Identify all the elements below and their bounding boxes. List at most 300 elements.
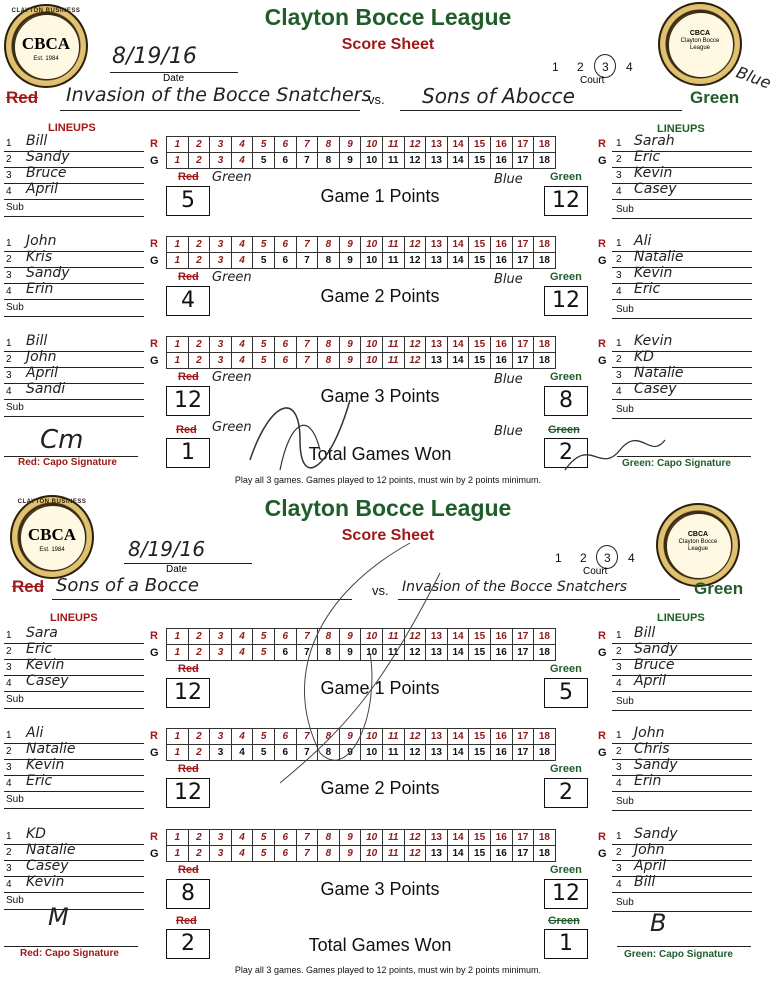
point-cell[interactable]: 2 xyxy=(188,629,210,645)
point-cell[interactable]: 10 xyxy=(361,137,383,153)
point-cell[interactable]: 1 xyxy=(167,645,189,661)
right-player-name: Casey xyxy=(634,181,677,197)
point-cell[interactable]: 13 xyxy=(426,253,448,269)
right-row-number: 3 xyxy=(616,662,622,673)
red-game-score[interactable]: 5 xyxy=(166,186,210,216)
point-cell[interactable]: 18 xyxy=(534,846,556,862)
point-cell[interactable]: 16 xyxy=(490,645,512,661)
point-cell[interactable]: 5 xyxy=(253,846,275,862)
point-cell[interactable]: 1 xyxy=(167,629,189,645)
point-cell[interactable]: 11 xyxy=(382,645,404,661)
point-cell[interactable]: 3 xyxy=(210,745,232,761)
point-cell[interactable]: 17 xyxy=(512,253,534,269)
point-cell[interactable]: 3 xyxy=(210,253,232,269)
point-cell[interactable]: 17 xyxy=(512,237,534,253)
point-cell[interactable]: 10 xyxy=(361,353,383,369)
point-cell[interactable]: 18 xyxy=(534,629,556,645)
point-cell[interactable]: 18 xyxy=(534,745,556,761)
points-row-red xyxy=(167,629,556,645)
green-game-score[interactable]: 12 xyxy=(544,186,588,216)
date-line xyxy=(124,563,252,564)
left-player-name: John xyxy=(26,349,57,365)
total-green-games-won[interactable]: 2 xyxy=(544,438,588,468)
point-cell[interactable]: 8 xyxy=(318,253,340,269)
left-lineup-line xyxy=(4,199,144,200)
right-player-name: Sandy xyxy=(634,757,678,773)
left-row-number: 3 xyxy=(6,863,12,874)
point-cell[interactable]: 15 xyxy=(469,645,491,661)
point-cell[interactable]: 16 xyxy=(490,629,512,645)
point-cell[interactable]: 6 xyxy=(274,237,296,253)
point-cell[interactable]: 1 xyxy=(167,153,189,169)
row-label-green: G xyxy=(150,747,159,759)
point-cell[interactable]: 11 xyxy=(382,629,404,645)
point-cell[interactable]: 5 xyxy=(253,253,275,269)
point-cell[interactable]: 3 xyxy=(210,830,232,846)
point-cell[interactable]: 2 xyxy=(188,645,210,661)
point-cell[interactable]: 14 xyxy=(447,153,469,169)
point-cell[interactable]: 3 xyxy=(210,137,232,153)
point-cell[interactable]: 2 xyxy=(188,846,210,862)
point-cell[interactable]: 15 xyxy=(469,137,491,153)
point-cell[interactable]: 16 xyxy=(490,137,512,153)
point-cell[interactable]: 13 xyxy=(426,629,448,645)
point-cell[interactable]: 9 xyxy=(339,137,361,153)
left-row-number: 3 xyxy=(6,170,12,181)
point-cell[interactable]: 8 xyxy=(318,745,340,761)
point-cell[interactable]: 3 xyxy=(210,645,232,661)
point-cell[interactable]: 12 xyxy=(404,830,426,846)
point-cell[interactable]: 5 xyxy=(253,729,275,745)
point-cell[interactable]: 6 xyxy=(274,830,296,846)
point-cell[interactable]: 2 xyxy=(188,137,210,153)
red-capo-signature-scribble: Ⅽm xyxy=(40,425,84,455)
total-green-games-won[interactable]: 1 xyxy=(544,929,588,959)
point-cell[interactable]: 16 xyxy=(490,353,512,369)
point-cell[interactable]: 1 xyxy=(167,353,189,369)
left-player-name: Kevin xyxy=(26,757,65,773)
left-lineup-line xyxy=(4,759,144,760)
point-cell[interactable]: 13 xyxy=(426,729,448,745)
point-cell[interactable]: 16 xyxy=(490,337,512,353)
point-cell[interactable]: 9 xyxy=(339,846,361,862)
point-cell[interactable]: 6 xyxy=(274,645,296,661)
point-cell[interactable]: 1 xyxy=(167,729,189,745)
point-cell[interactable]: 5 xyxy=(253,137,275,153)
right-row-number: 1 xyxy=(616,730,622,741)
point-cell[interactable]: 7 xyxy=(296,645,318,661)
point-cell[interactable]: 7 xyxy=(296,237,318,253)
point-cell[interactable]: 11 xyxy=(382,745,404,761)
point-cell[interactable]: 13 xyxy=(426,645,448,661)
point-cell[interactable]: 2 xyxy=(188,729,210,745)
point-cell[interactable]: 12 xyxy=(404,629,426,645)
green-game-score[interactable]: 2 xyxy=(544,778,588,808)
points-grid xyxy=(166,829,556,862)
point-cell[interactable]: 2 xyxy=(188,153,210,169)
vs-label: vs. xyxy=(368,92,385,107)
point-cell[interactable]: 15 xyxy=(469,337,491,353)
point-cell[interactable]: 5 xyxy=(253,745,275,761)
point-cell[interactable]: 17 xyxy=(512,745,534,761)
point-cell[interactable]: 16 xyxy=(490,745,512,761)
point-cell[interactable]: 3 xyxy=(210,629,232,645)
point-cell[interactable]: 15 xyxy=(469,729,491,745)
right-player-name: Eric xyxy=(634,281,661,297)
point-cell[interactable]: 10 xyxy=(361,645,383,661)
point-cell[interactable]: 2 xyxy=(188,353,210,369)
points-row-red xyxy=(167,337,556,353)
point-cell[interactable]: 2 xyxy=(188,337,210,353)
point-cell[interactable]: 5 xyxy=(253,645,275,661)
point-cell[interactable]: 4 xyxy=(231,237,253,253)
point-cell[interactable]: 6 xyxy=(274,846,296,862)
right-sub-label: Sub xyxy=(616,304,634,315)
point-cell[interactable]: 4 xyxy=(231,830,253,846)
point-cell[interactable]: 13 xyxy=(426,137,448,153)
point-cell[interactable]: 11 xyxy=(382,137,404,153)
point-cell[interactable]: 17 xyxy=(512,137,534,153)
point-cell[interactable]: 18 xyxy=(534,353,556,369)
point-cell[interactable]: 11 xyxy=(382,237,404,253)
point-cell[interactable]: 3 xyxy=(210,237,232,253)
point-cell[interactable]: 8 xyxy=(318,729,340,745)
right-player-name: John xyxy=(634,842,665,858)
point-cell[interactable]: 14 xyxy=(447,629,469,645)
point-cell[interactable]: 5 xyxy=(253,237,275,253)
point-cell[interactable]: 7 xyxy=(296,729,318,745)
point-cell[interactable]: 8 xyxy=(318,153,340,169)
point-cell[interactable]: 4 xyxy=(231,745,253,761)
point-cell[interactable]: 5 xyxy=(253,353,275,369)
point-cell[interactable]: 14 xyxy=(447,846,469,862)
point-cell[interactable]: 14 xyxy=(447,253,469,269)
point-cell[interactable]: 8 xyxy=(318,645,340,661)
right-player-name: Natalie xyxy=(634,249,684,265)
point-cell[interactable]: 13 xyxy=(426,353,448,369)
point-cell[interactable]: 10 xyxy=(361,337,383,353)
point-cell[interactable]: 16 xyxy=(490,253,512,269)
green-game-score[interactable]: 12 xyxy=(544,879,588,909)
point-cell[interactable]: 12 xyxy=(404,237,426,253)
point-cell[interactable]: 16 xyxy=(490,729,512,745)
rules-text: Play all 3 games. Games played to 12 points, must win by 2 points minimum. xyxy=(234,475,542,485)
point-cell[interactable]: 7 xyxy=(296,830,318,846)
point-cell[interactable]: 1 xyxy=(167,846,189,862)
point-cell[interactable]: 14 xyxy=(447,645,469,661)
point-cell[interactable]: 6 xyxy=(274,353,296,369)
point-cell[interactable]: 6 xyxy=(274,253,296,269)
red-score-label: Red xyxy=(178,663,199,675)
point-cell[interactable]: 12 xyxy=(404,337,426,353)
left-row-number: 3 xyxy=(6,662,12,673)
right-lineup-line xyxy=(612,267,752,268)
total-green-handwritten: Blue xyxy=(494,424,523,439)
point-cell[interactable]: 17 xyxy=(512,353,534,369)
point-cell[interactable]: 8 xyxy=(318,846,340,862)
right-player-name: Bill xyxy=(634,874,656,890)
point-cell[interactable]: 17 xyxy=(512,153,534,169)
point-cell[interactable]: 9 xyxy=(339,353,361,369)
point-cell[interactable]: 12 xyxy=(404,745,426,761)
point-cell[interactable]: 3 xyxy=(210,846,232,862)
point-cell[interactable]: 14 xyxy=(447,830,469,846)
point-cell[interactable]: 9 xyxy=(339,745,361,761)
point-cell[interactable]: 4 xyxy=(231,729,253,745)
point-cell[interactable]: 16 xyxy=(490,830,512,846)
point-cell[interactable]: 15 xyxy=(469,253,491,269)
left-player-name: Natalie xyxy=(26,741,76,757)
point-cell[interactable]: 15 xyxy=(469,629,491,645)
point-cell[interactable]: 13 xyxy=(426,846,448,862)
red-capo-signature-scribble: M xyxy=(48,903,69,931)
point-cell[interactable]: 8 xyxy=(318,337,340,353)
point-cell[interactable]: 15 xyxy=(469,745,491,761)
right-row-number: 3 xyxy=(616,170,622,181)
point-cell[interactable]: 13 xyxy=(426,745,448,761)
left-lineup-line xyxy=(4,167,144,168)
point-cell[interactable]: 5 xyxy=(253,830,275,846)
point-cell[interactable]: 11 xyxy=(382,846,404,862)
point-cell[interactable]: 3 xyxy=(210,153,232,169)
right-lineup-line xyxy=(612,892,752,893)
point-cell[interactable]: 9 xyxy=(339,153,361,169)
point-cell[interactable]: 17 xyxy=(512,830,534,846)
point-cell[interactable]: 4 xyxy=(231,153,253,169)
point-cell[interactable]: 2 xyxy=(188,253,210,269)
point-cell[interactable]: 8 xyxy=(318,237,340,253)
point-cell[interactable]: 16 xyxy=(490,846,512,862)
green-game-score[interactable]: 8 xyxy=(544,386,588,416)
point-cell[interactable]: 13 xyxy=(426,337,448,353)
point-cell[interactable]: 15 xyxy=(469,353,491,369)
point-cell[interactable]: 7 xyxy=(296,153,318,169)
court-1: 1 xyxy=(552,60,559,74)
court-label: Court xyxy=(583,566,608,577)
point-cell[interactable]: 3 xyxy=(210,337,232,353)
right-player-name: John xyxy=(634,725,665,741)
left-lineup-line xyxy=(4,351,144,352)
right-lineup-line xyxy=(612,876,752,877)
point-cell[interactable]: 8 xyxy=(318,629,340,645)
point-cell[interactable]: 7 xyxy=(296,337,318,353)
point-cell[interactable]: 10 xyxy=(361,745,383,761)
point-cell[interactable]: 1 xyxy=(167,830,189,846)
point-cell[interactable]: 11 xyxy=(382,153,404,169)
game-points-label: Game 1 Points xyxy=(320,186,440,206)
point-cell[interactable]: 14 xyxy=(447,353,469,369)
point-cell[interactable]: 4 xyxy=(231,629,253,645)
point-cell[interactable]: 14 xyxy=(447,745,469,761)
point-cell[interactable]: 10 xyxy=(361,729,383,745)
red-game-score[interactable]: 4 xyxy=(166,286,210,316)
point-cell[interactable]: 12 xyxy=(404,253,426,269)
point-cell[interactable]: 18 xyxy=(534,729,556,745)
point-cell[interactable]: 12 xyxy=(404,353,426,369)
point-cell[interactable]: 14 xyxy=(447,137,469,153)
point-cell[interactable]: 8 xyxy=(318,830,340,846)
point-cell[interactable]: 7 xyxy=(296,846,318,862)
point-cell[interactable]: 4 xyxy=(231,645,253,661)
point-cell[interactable]: 9 xyxy=(339,645,361,661)
left-lineups-label: LINEUPS xyxy=(50,612,98,624)
green-game-score[interactable]: 12 xyxy=(544,286,588,316)
point-cell[interactable]: 2 xyxy=(188,745,210,761)
red-game-score[interactable]: 12 xyxy=(166,778,210,808)
point-cell[interactable]: 1 xyxy=(167,253,189,269)
court-4: 4 xyxy=(626,60,633,74)
point-cell[interactable]: 11 xyxy=(382,337,404,353)
point-cell[interactable]: 16 xyxy=(490,153,512,169)
red-capo-signature-label: Red: Capo Signature xyxy=(18,457,117,468)
right-sub-line xyxy=(612,710,752,711)
point-cell[interactable]: 10 xyxy=(361,846,383,862)
point-cell[interactable]: 8 xyxy=(318,137,340,153)
point-cell[interactable]: 6 xyxy=(274,629,296,645)
point-cell[interactable]: 7 xyxy=(296,629,318,645)
point-cell[interactable]: 7 xyxy=(296,353,318,369)
point-cell[interactable]: 18 xyxy=(534,645,556,661)
green-score-label: Green xyxy=(550,371,582,383)
red-game-score[interactable]: 12 xyxy=(166,678,210,708)
point-cell[interactable]: 17 xyxy=(512,645,534,661)
point-cell[interactable]: 13 xyxy=(426,830,448,846)
point-cell[interactable]: 11 xyxy=(382,253,404,269)
right-lineup-line xyxy=(612,743,752,744)
point-cell[interactable]: 11 xyxy=(382,353,404,369)
point-cell[interactable]: 13 xyxy=(426,153,448,169)
point-cell[interactable]: 18 xyxy=(534,137,556,153)
point-cell[interactable]: 1 xyxy=(167,137,189,153)
point-cell[interactable]: 12 xyxy=(404,153,426,169)
point-cell[interactable]: 5 xyxy=(253,629,275,645)
point-cell[interactable]: 14 xyxy=(447,729,469,745)
court-2: 2 xyxy=(577,60,584,74)
right-row-number: 2 xyxy=(616,354,622,365)
point-cell[interactable]: 14 xyxy=(447,337,469,353)
point-cell[interactable]: 4 xyxy=(231,253,253,269)
row-label-red: R xyxy=(150,730,158,742)
point-cell[interactable]: 15 xyxy=(469,830,491,846)
green-team-name: Sons of Abocce xyxy=(422,84,575,108)
point-cell[interactable]: 15 xyxy=(469,153,491,169)
point-cell[interactable]: 10 xyxy=(361,253,383,269)
total-red-games-won[interactable]: 1 xyxy=(166,438,210,468)
left-row-number: 2 xyxy=(6,354,12,365)
points-grid xyxy=(166,628,556,661)
point-cell[interactable]: 4 xyxy=(231,337,253,353)
point-cell[interactable]: 1 xyxy=(167,745,189,761)
point-cell[interactable]: 6 xyxy=(274,729,296,745)
point-cell[interactable]: 1 xyxy=(167,237,189,253)
left-sub-line xyxy=(4,808,144,809)
left-sub-line xyxy=(4,216,144,217)
total-red-games-won[interactable]: 2 xyxy=(166,929,210,959)
point-cell[interactable]: 15 xyxy=(469,846,491,862)
point-cell[interactable]: 11 xyxy=(382,830,404,846)
point-cell[interactable]: 6 xyxy=(274,153,296,169)
point-cell[interactable]: 17 xyxy=(512,629,534,645)
point-cell[interactable]: 10 xyxy=(361,153,383,169)
point-cell[interactable]: 12 xyxy=(404,846,426,862)
court-2: 2 xyxy=(580,551,587,565)
left-player-name: Bill xyxy=(26,333,48,349)
point-cell[interactable]: 10 xyxy=(361,830,383,846)
right-sub-line xyxy=(612,810,752,811)
point-cell[interactable]: 3 xyxy=(210,353,232,369)
point-cell[interactable]: 7 xyxy=(296,137,318,153)
point-cell[interactable]: 9 xyxy=(339,237,361,253)
point-cell[interactable]: 2 xyxy=(188,237,210,253)
row-label-green: G xyxy=(150,355,159,367)
point-cell[interactable]: 3 xyxy=(210,729,232,745)
left-player-name: April xyxy=(26,181,58,197)
right-row-number: 2 xyxy=(616,746,622,757)
point-cell[interactable]: 8 xyxy=(318,353,340,369)
point-cell[interactable]: 6 xyxy=(274,137,296,153)
red-game-score[interactable]: 8 xyxy=(166,879,210,909)
point-cell[interactable]: 18 xyxy=(534,337,556,353)
point-cell[interactable]: 17 xyxy=(512,729,534,745)
point-cell[interactable]: 4 xyxy=(231,137,253,153)
point-cell[interactable]: 5 xyxy=(253,337,275,353)
red-game-score[interactable]: 12 xyxy=(166,386,210,416)
point-cell[interactable]: 18 xyxy=(534,830,556,846)
point-cell[interactable]: 5 xyxy=(253,153,275,169)
point-cell[interactable]: 10 xyxy=(361,629,383,645)
point-cell[interactable]: 17 xyxy=(512,337,534,353)
point-cell[interactable]: 9 xyxy=(339,830,361,846)
point-cell[interactable]: 4 xyxy=(231,846,253,862)
game-points-label: Game 3 Points xyxy=(320,879,440,899)
point-cell[interactable]: 14 xyxy=(447,237,469,253)
green-game-score[interactable]: 5 xyxy=(544,678,588,708)
left-row-number: 4 xyxy=(6,286,12,297)
points-grid xyxy=(166,336,556,369)
point-cell[interactable]: 12 xyxy=(404,137,426,153)
point-cell[interactable]: 6 xyxy=(274,745,296,761)
point-cell[interactable]: 12 xyxy=(404,645,426,661)
point-cell[interactable]: 9 xyxy=(339,337,361,353)
right-row-number: 1 xyxy=(616,338,622,349)
right-player-name: April xyxy=(634,858,666,874)
point-cell[interactable]: 13 xyxy=(426,237,448,253)
point-cell[interactable]: 18 xyxy=(534,253,556,269)
point-cell[interactable]: 2 xyxy=(188,830,210,846)
point-cell[interactable]: 18 xyxy=(534,153,556,169)
left-lineup-line xyxy=(4,283,144,284)
points-grid xyxy=(166,236,556,269)
point-cell[interactable]: 9 xyxy=(339,729,361,745)
point-cell[interactable]: 7 xyxy=(296,745,318,761)
point-cell[interactable]: 6 xyxy=(274,337,296,353)
row-label-green: G xyxy=(598,848,607,860)
right-player-name: Chris xyxy=(634,741,670,757)
point-cell[interactable]: 18 xyxy=(534,237,556,253)
date-value: 8/19/16 xyxy=(128,537,206,561)
point-cell[interactable]: 4 xyxy=(231,353,253,369)
point-cell[interactable]: 17 xyxy=(512,846,534,862)
point-cell[interactable]: 16 xyxy=(490,237,512,253)
point-cell[interactable]: 11 xyxy=(382,729,404,745)
point-cell[interactable]: 10 xyxy=(361,237,383,253)
point-cell[interactable]: 1 xyxy=(167,337,189,353)
point-cell[interactable]: 15 xyxy=(469,237,491,253)
point-cell[interactable]: 9 xyxy=(339,253,361,269)
point-cell[interactable]: 7 xyxy=(296,253,318,269)
point-cell[interactable]: 12 xyxy=(404,729,426,745)
point-cell[interactable]: 9 xyxy=(339,629,361,645)
